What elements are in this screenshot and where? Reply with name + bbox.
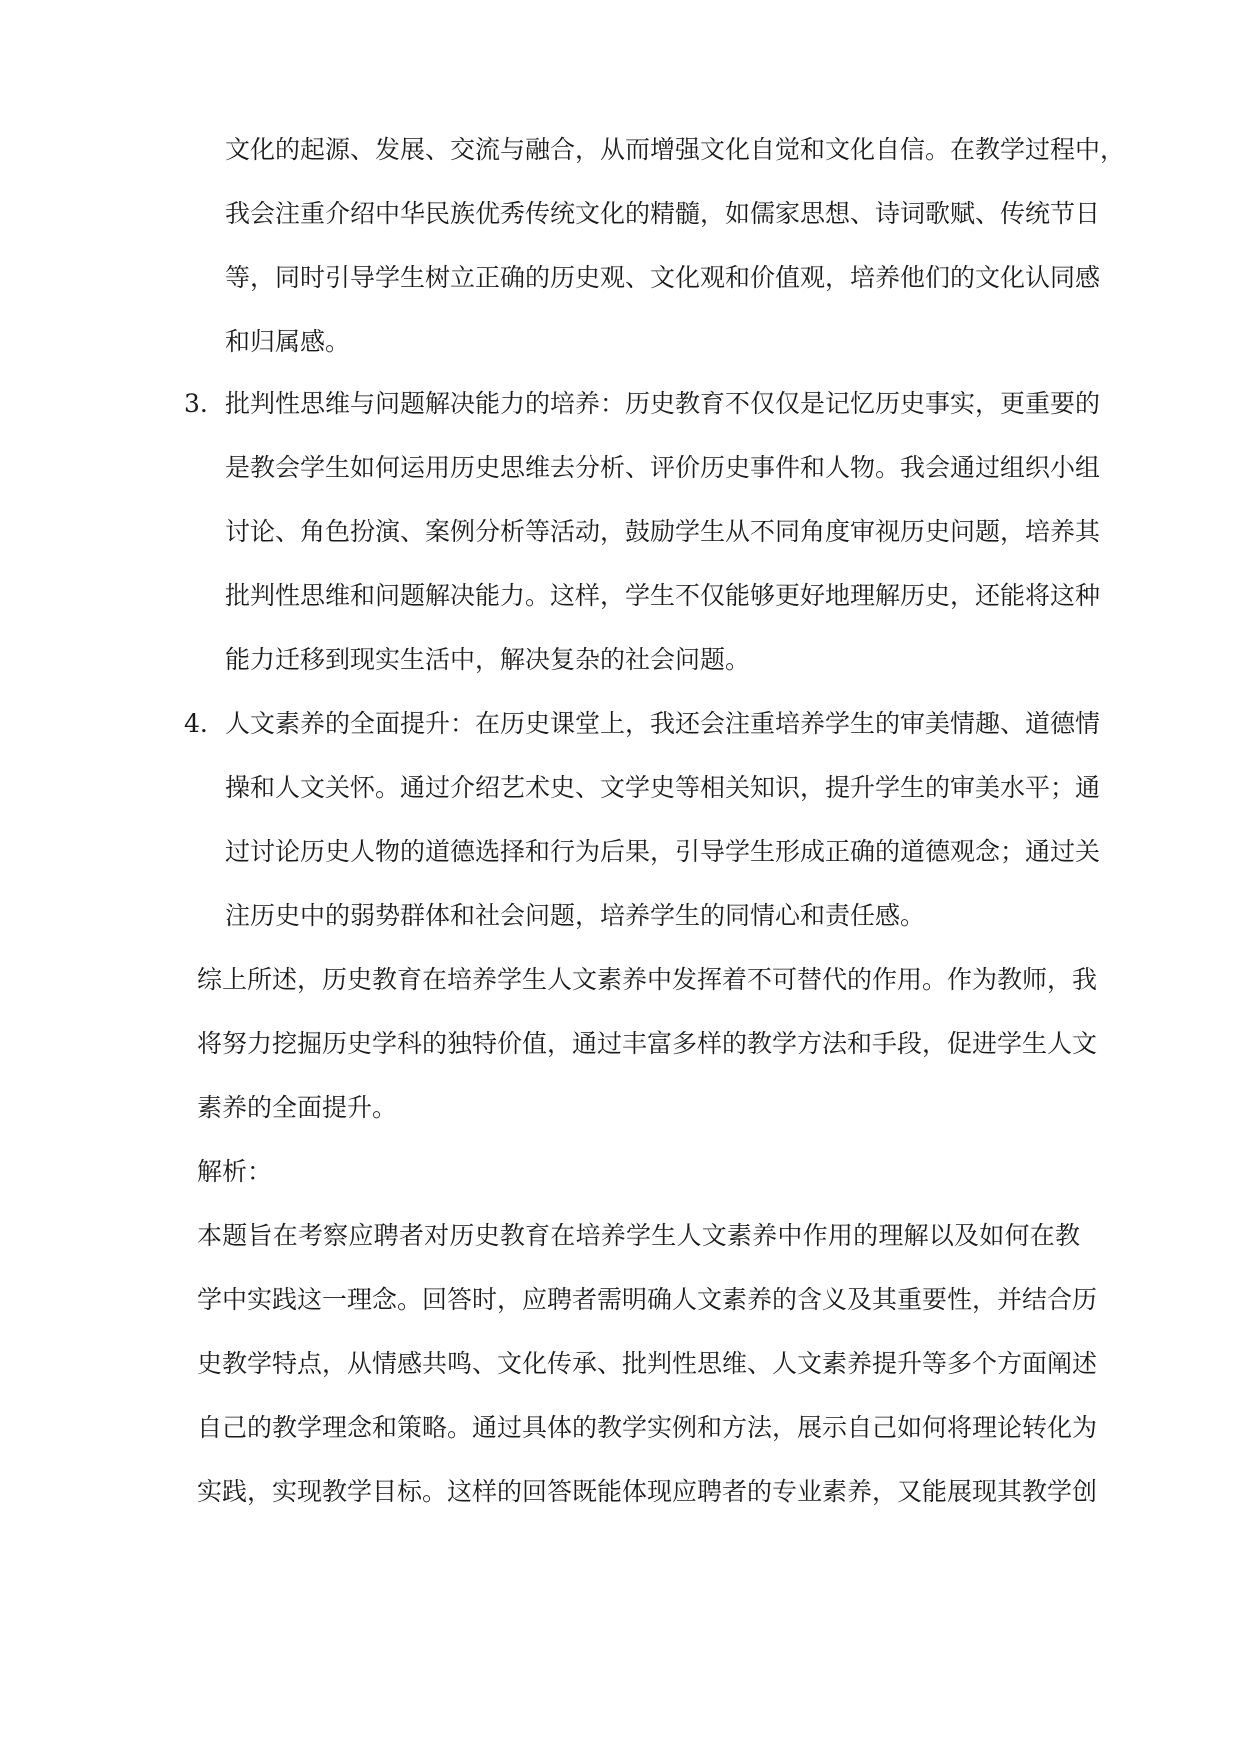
paragraph-line: 本题旨在考察应聘者对历史教育在培养学生人文素养中作用的理解以及如何在教 <box>197 1221 1080 1250</box>
paragraph-line: 批判性思维和问题解决能力。这样，学生不仅能够更好地理解历史，还能将这种 <box>225 581 1101 610</box>
paragraph-line: 综上所述，历史教育在培养学生人文素养中发挥着不可替代的作用。作为教师，我 <box>197 965 1098 994</box>
paragraph-line: 自己的教学理念和策略。通过具体的教学实例和方法，展示自己如何将理论转化为 <box>197 1413 1098 1442</box>
list-number: 3. <box>184 389 208 418</box>
paragraph-line: 讨论、角色扮演、案例分析等活动，鼓励学生从不同角度审视历史问题，培养其 <box>225 517 1101 546</box>
paragraph-line: 批判性思维与问题解决能力的培养：历史教育不仅仅是记忆历史事实，更重要的 <box>225 389 1101 418</box>
paragraph-line: 文化的起源、发展、交流与融合，从而增强文化自觉和文化自信。在教学过程中， <box>225 135 1126 164</box>
list-number: 4. <box>184 709 208 738</box>
paragraph-line: 人文素养的全面提升：在历史课堂上，我还会注重培养学生的审美情趣、道德情 <box>225 709 1101 738</box>
paragraph-line: 等，同时引导学生树立正确的历史观、文化观和价值观，培养他们的文化认同感 <box>225 263 1101 292</box>
paragraph-line: 学中实践这一理念。回答时，应聘者需明确人文素养的含义及其重要性，并结合历 <box>197 1285 1098 1314</box>
paragraph-line: 是教会学生如何运用历史思维去分析、评价历史事件和人物。我会通过组织小组 <box>225 453 1101 482</box>
paragraph-line: 能力迁移到现实生活中，解决复杂的社会问题。 <box>225 645 751 674</box>
paragraph-line: 过讨论历史人物的道德选择和行为后果，引导学生形成正确的道德观念；通过关 <box>225 837 1101 866</box>
paragraph-line: 和归属感。 <box>225 327 351 356</box>
paragraph-line: 实践，实现教学目标。这样的回答既能体现应聘者的专业素养，又能展现其教学创 <box>197 1477 1098 1506</box>
paragraph-line: 素养的全面提升。 <box>197 1093 398 1122</box>
paragraph-line: 史教学特点，从情感共鸣、文化传承、批判性思维、人文素养提升等多个方面阐述 <box>197 1349 1098 1378</box>
paragraph-line: 注历史中的弱势群体和社会问题，培养学生的同情心和责任感。 <box>225 901 926 930</box>
paragraph-line: 将努力挖掘历史学科的独特价值，通过丰富多样的教学方法和手段，促进学生人文 <box>197 1029 1098 1058</box>
paragraph-line: 操和人文关怀。通过介绍艺术史、文学史等相关知识，提升学生的审美水平；通 <box>225 773 1101 802</box>
paragraph-line: 我会注重介绍中华民族优秀传统文化的精髓，如儒家思想、诗词歌赋、传统节日 <box>225 199 1101 228</box>
analysis-label: 解析： <box>197 1157 273 1186</box>
